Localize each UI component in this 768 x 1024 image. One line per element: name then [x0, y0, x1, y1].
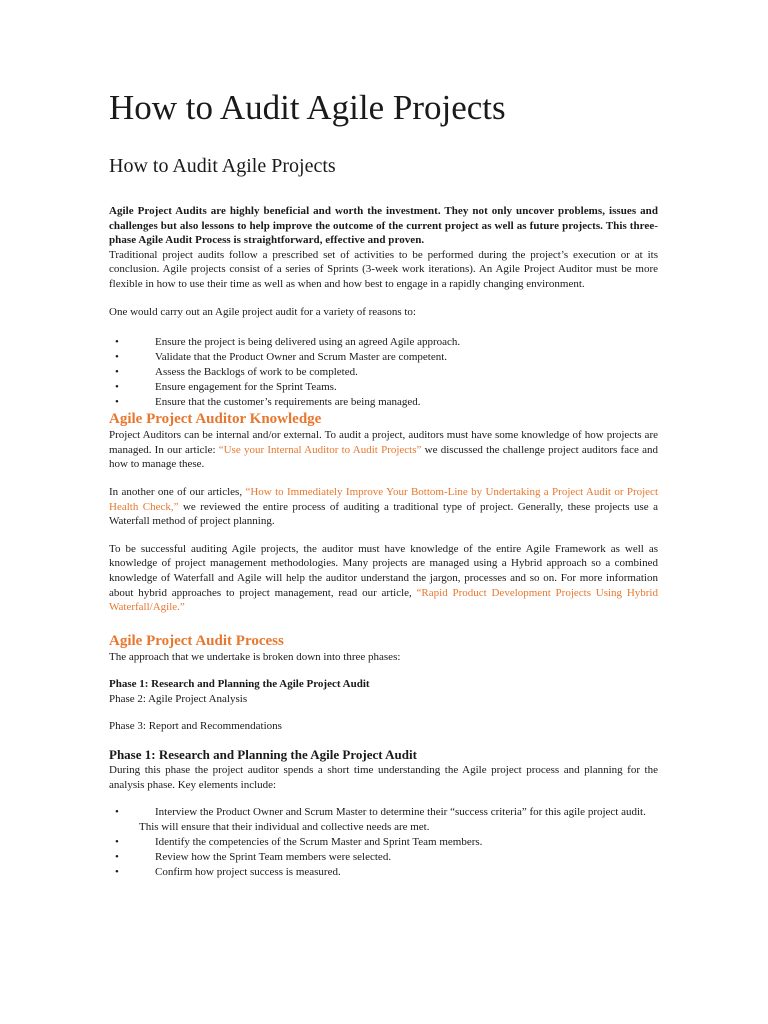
- bullet-icon: •: [115, 381, 119, 394]
- list-item: [109, 805, 658, 835]
- page-title: How to Audit Agile Projects: [109, 88, 506, 127]
- page-subtitle: How to Audit Agile Projects: [109, 155, 336, 177]
- reasons-list: [109, 335, 658, 410]
- list-item: [109, 835, 658, 850]
- article-content: [109, 204, 658, 880]
- knowledge-2-text-a: In another one of our articles,: [109, 485, 246, 498]
- hybrid-article-link[interactable]: “Rapid Product Development Projects Using Hybrid Waterfall/Agile.”: [109, 586, 658, 614]
- list-item-text: Ensure engagement for the Sprint Teams.: [155, 381, 337, 394]
- list-item: [109, 350, 658, 365]
- bottom-line-article-link[interactable]: “How to Immediately Improve Your Bottom-Line by Undertaking a Project Audit or Project Health Check,”: [109, 485, 658, 513]
- bullet-icon: •: [115, 851, 119, 864]
- section-heading-process: Agile Project Audit Process: [109, 632, 284, 649]
- knowledge-paragraph-2: [109, 485, 658, 529]
- intro-paragraph: Agile Project Audits are highly beneficial and worth the investment. They not only uncover problems, issues and challenges but also lessons to help improve the outcome of the current project as well as future projects. This three-phase Agile Audit Process is straightforward, effective and proven.: [109, 205, 658, 247]
- list-item-text: Interview the Product Owner and Scrum Master to determine their “success criteria” for this agile project audit. This will ensure that their individual and collective needs are met.: [139, 806, 646, 834]
- internal-auditor-article-link[interactable]: “Use your Internal Auditor to Audit Projects”: [218, 443, 422, 456]
- phase-3-line: Phase 3: Report and Recommendations: [109, 720, 282, 733]
- list-item-text: Identify the competencies of the Scrum Master and Sprint Team members.: [155, 836, 483, 849]
- list-item-text: Validate that the Product Owner and Scrum Master are competent.: [155, 351, 448, 364]
- list-item: [109, 380, 658, 395]
- process-paragraph: The approach that we undertake is broken down into three phases:: [109, 650, 401, 663]
- list-item: [109, 365, 658, 380]
- section-heading-knowledge: Agile Project Auditor Knowledge: [109, 411, 322, 428]
- knowledge-paragraph-3: [109, 542, 658, 615]
- list-item-text: Ensure that the customer’s requirements are being managed.: [155, 396, 421, 409]
- list-item: [109, 395, 658, 410]
- section-heading-phase-1: Phase 1: Research and Planning the Agile Project Audit: [109, 747, 417, 763]
- bullet-icon: •: [115, 366, 119, 379]
- list-item-text: Review how the Sprint Team members were selected.: [155, 851, 392, 864]
- bullet-icon: •: [115, 396, 119, 409]
- knowledge-3-text-a: To be successful auditing Agile projects, the auditor must have knowledge of the entire Agile Framework as well as knowledge of project management methodologies. Many projects are managed using a Hybrid approach so a combined knowledge of Waterfall and Agile will help the auditor understand the jargon, processes and so on. For more information about hybrid approaches to project management, read our article,: [109, 542, 658, 599]
- knowledge-2-text-b: we reviewed the entire process of auditing a traditional type of project. Generally, these projects use a Waterfall method of project planning.: [109, 500, 658, 528]
- phase-2-line: Phase 2: Agile Project Analysis: [109, 692, 248, 705]
- bullet-icon: •: [115, 351, 119, 364]
- list-item-text: Ensure the project is being delivered using an agreed Agile approach.: [155, 336, 461, 349]
- reasons-intro-paragraph: One would carry out an Agile project audit for a variety of reasons to:: [109, 305, 416, 318]
- knowledge-1-text-a: Project Auditors can be internal and/or external. To audit a project, auditors must have some knowledge of how projects are managed. In our article:: [109, 429, 658, 456]
- list-item-text: Confirm how project success is measured.: [155, 866, 341, 879]
- knowledge-paragraph-1: [109, 428, 658, 472]
- bullet-icon: •: [115, 836, 119, 849]
- phase-1-line: Phase 1: Research and Planning the Agile Project Audit: [109, 678, 370, 691]
- list-item: [109, 335, 658, 350]
- bullet-icon: •: [115, 866, 119, 879]
- list-item: [109, 850, 658, 865]
- phase-1-list: [109, 805, 658, 880]
- list-item: [109, 865, 658, 880]
- phase-1-paragraph: During this phase the project auditor spends a short time understanding the Agile project process and planning for the analysis phase. Key elements include:: [109, 764, 658, 791]
- traditional-audits-paragraph: Traditional project audits follow a prescribed set of activities to be performed during the project’s execution or at its conclusion. Agile projects consist of a series of Sprints (3-week work iterations). An Agile Project Auditor must be more flexible in how to use their time as well as when and how best to engage in a rapidly changing environment.: [109, 248, 658, 290]
- list-item-text: Assess the Backlogs of work to be completed.: [155, 366, 358, 379]
- bullet-icon: •: [115, 336, 119, 349]
- bullet-icon: •: [115, 806, 119, 819]
- knowledge-1-text-b: we discussed the challenge project auditors face and how to manage these.: [109, 443, 658, 471]
